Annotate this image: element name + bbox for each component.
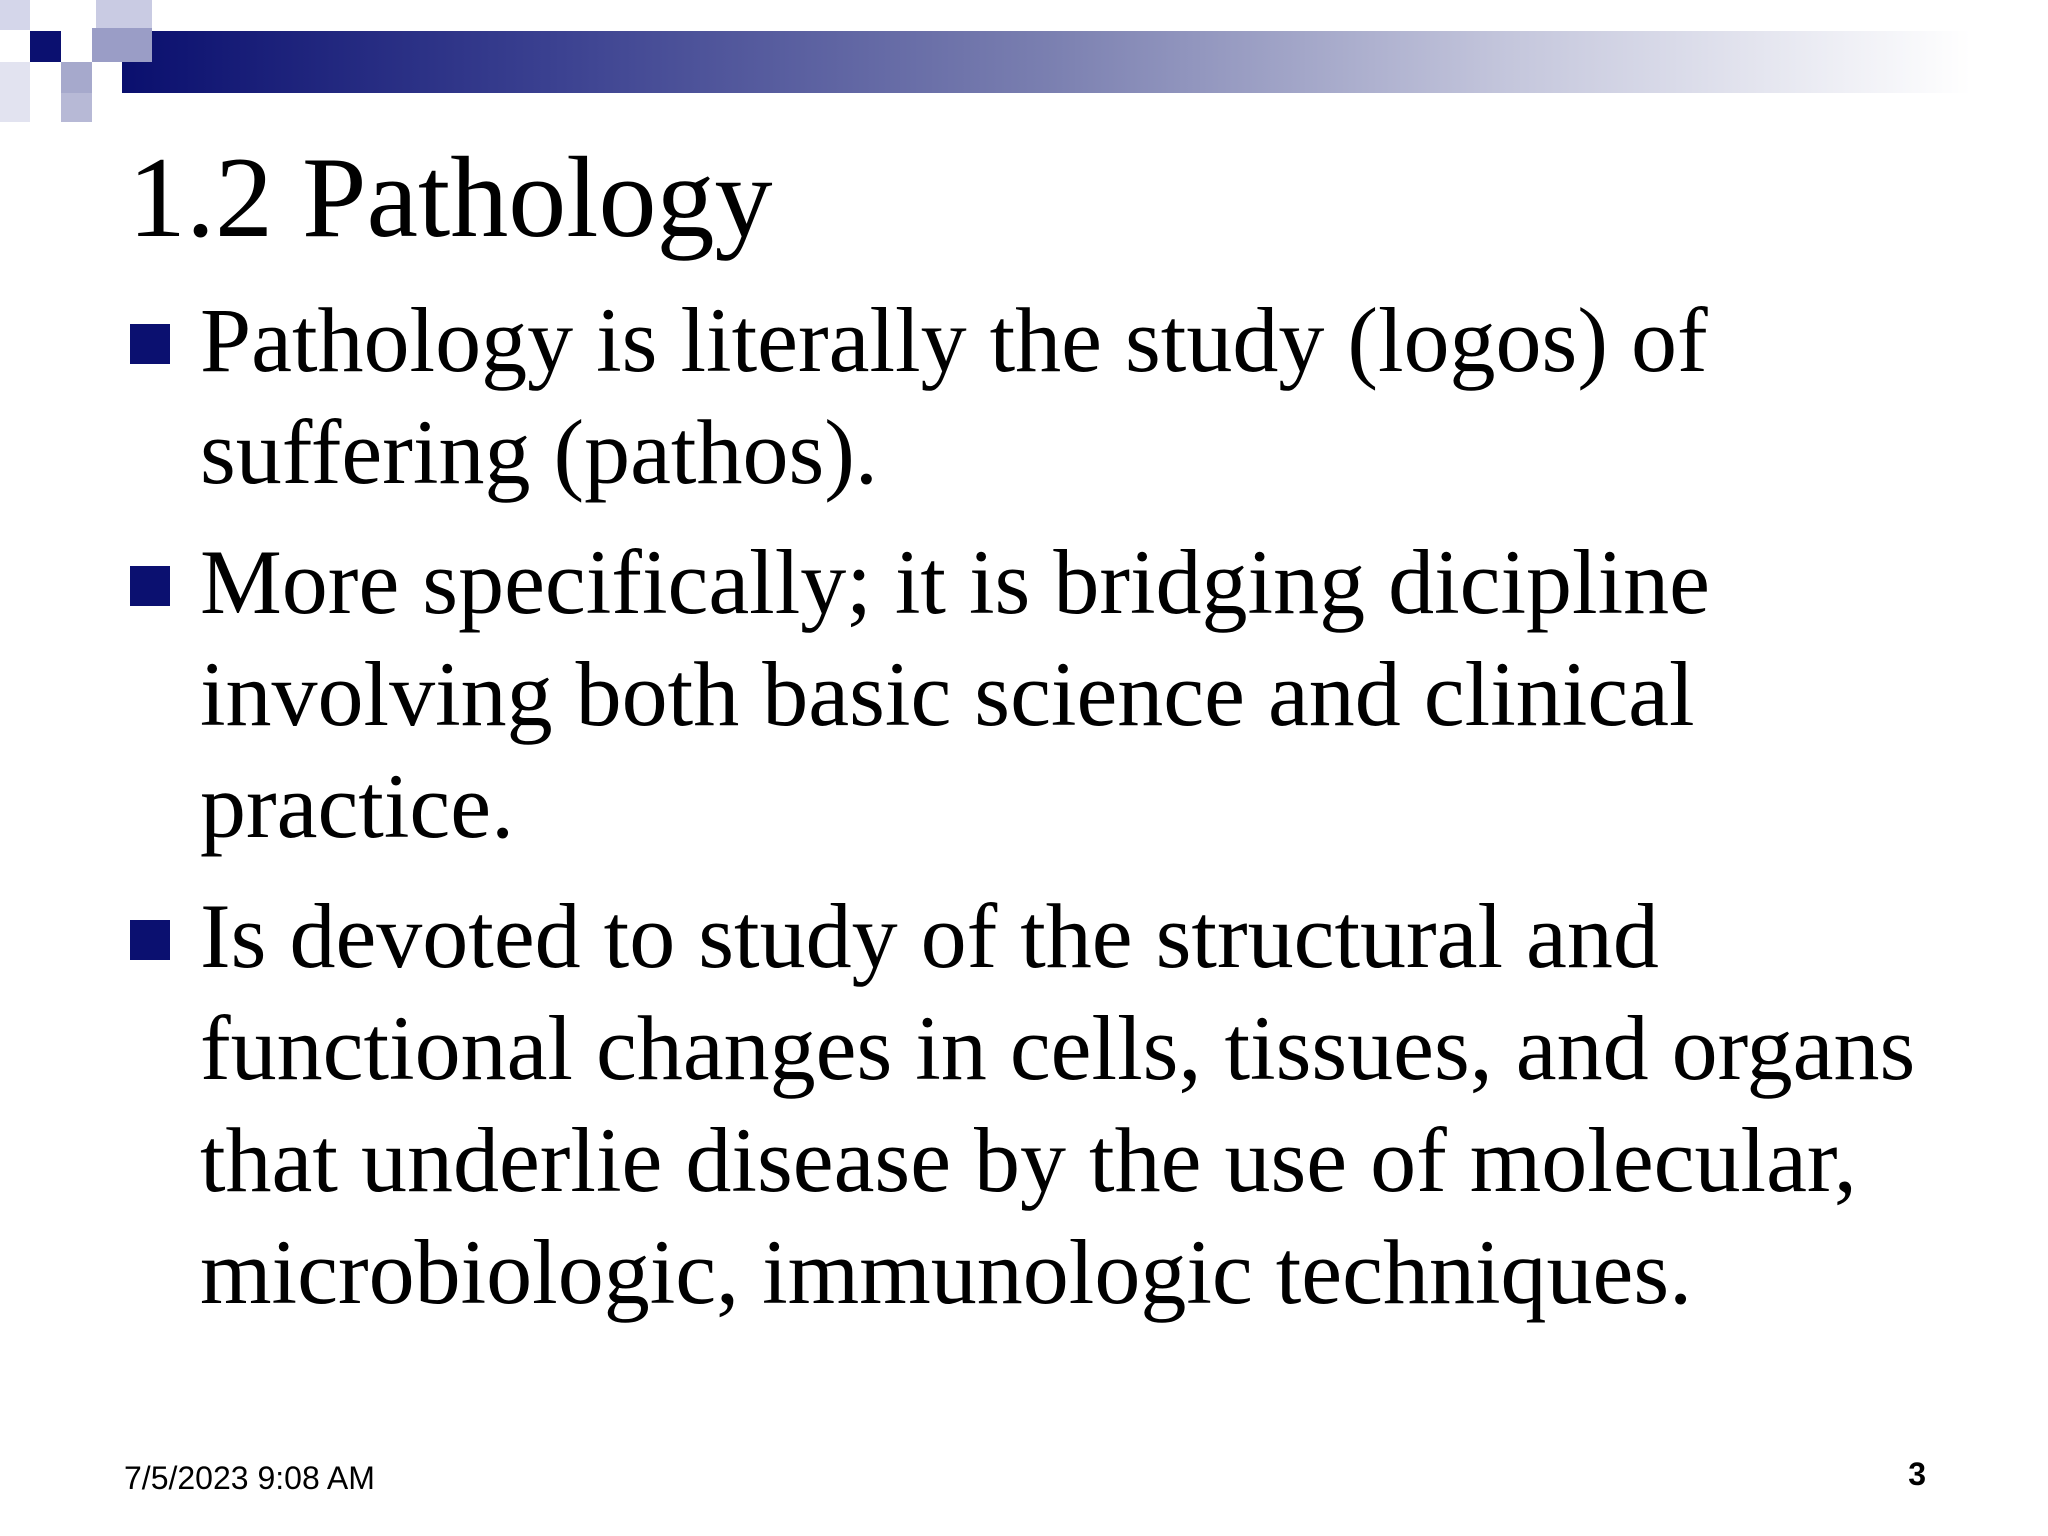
bullet-text: Is devoted to study of the structural and functional changes in cells, tissues, and organs that underlie disease by the use of molecular, microbiologic, immunologic techniques. [200,885,1916,1323]
bullet-list [128,284,2008,1346]
square-bullet-icon [130,324,170,364]
bullet-text: More specifically; it is bridging dicipline involving both basic science and clinical practice. [200,531,1711,857]
decorative-square [61,93,92,122]
decorative-square [61,62,92,93]
header-gradient-band [122,31,2048,93]
footer-date: 7/5/2023 9:08 AM [124,1460,375,1496]
decorative-square [0,62,30,122]
bullet-item [128,880,2008,1328]
bullet-text: Pathology is literally the study (logos) of suffering (pathos). [200,289,1708,503]
bullet-item [128,526,2008,862]
decorative-square [96,0,152,28]
square-bullet-icon [130,920,170,960]
decorative-square [92,28,152,62]
slide-title: 1.2 Pathology [128,134,773,262]
slide-number: 3 [1908,1456,1926,1492]
bullet-item [128,284,2008,508]
square-bullet-icon [130,566,170,606]
decorative-square [0,0,30,30]
decorative-square [30,31,61,62]
